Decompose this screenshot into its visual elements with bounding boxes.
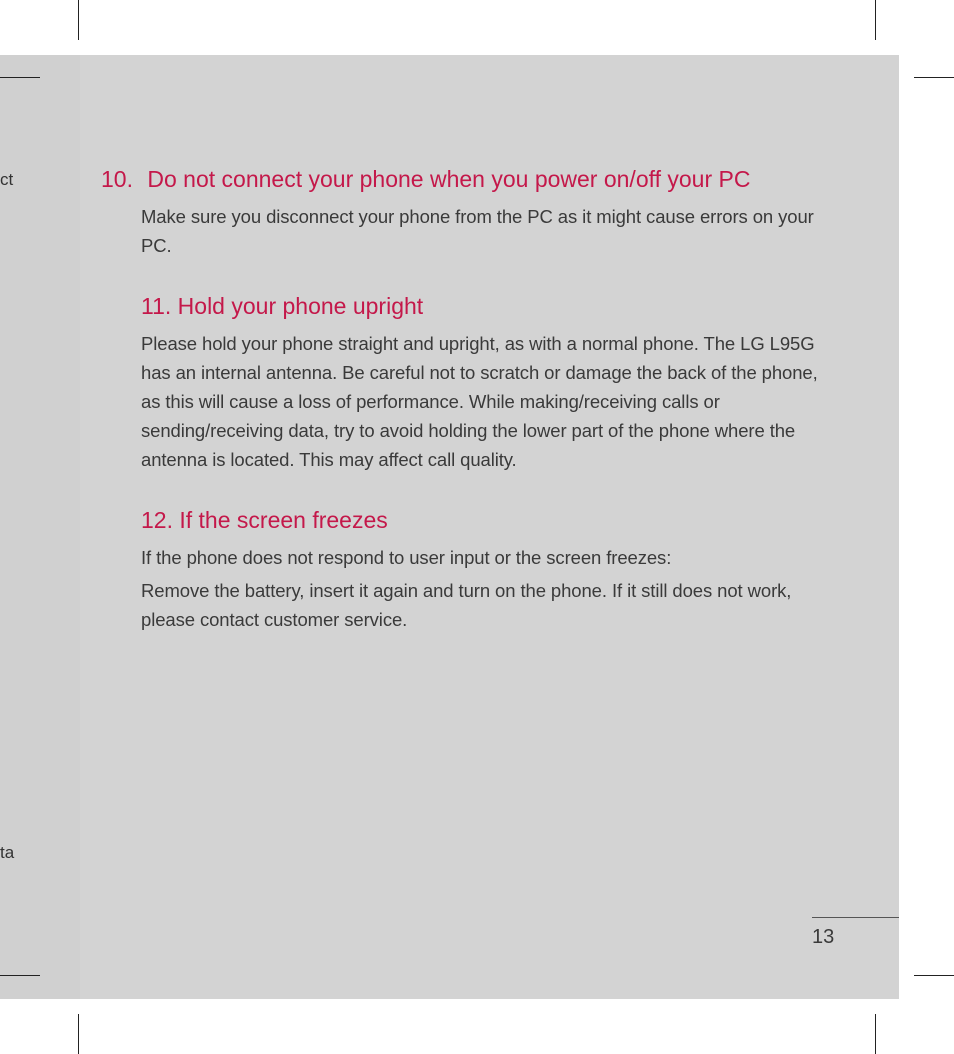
section-paragraph: Remove the battery, insert it again and turn on the phone. If it still does not work, please contact customer service. — [141, 580, 792, 630]
page-number: 13 — [812, 926, 835, 948]
crop-mark-right-top — [914, 77, 954, 78]
crop-mark-bottom-left — [78, 1014, 79, 1054]
crop-mark-top-right — [875, 0, 876, 40]
section-number: 11. — [141, 293, 172, 319]
section-heading-text: Hold your phone upright — [177, 293, 424, 319]
section-12 — [141, 504, 831, 634]
section-paragraph: Make sure you disconnect your phone from the PC as it might cause errors on your PC. — [141, 206, 814, 256]
previous-page-fragment-top: ct — [0, 170, 14, 189]
section-paragraph: Please hold your phone straight and upright, as with a normal phone. The LG L95G has an internal antenna. Be careful not to scratch or damage the back of the phone, as this will cause a loss of performance. While making/receiving calls or sending/receiving data, try to avoid holding the lower part of the phone where the antenna is located. This may affect call quality. — [141, 333, 818, 470]
section-heading — [141, 504, 831, 537]
section-number: 12. — [141, 507, 173, 533]
section-paragraph: If the phone does not respond to user input or the screen freezes: — [141, 547, 672, 568]
section-10 — [141, 163, 831, 260]
page-content — [141, 163, 831, 664]
previous-page-fragment-bottom: ta — [0, 843, 15, 862]
section-11 — [141, 290, 831, 474]
crop-mark-top-left — [78, 0, 79, 40]
page-number-rule — [812, 917, 899, 918]
section-heading — [141, 290, 831, 323]
section-heading — [141, 163, 831, 196]
crop-mark-left-bottom — [0, 975, 40, 976]
section-heading-text: Do not connect your phone when you power on/off your PC — [147, 166, 751, 192]
crop-mark-right-bottom — [914, 975, 954, 976]
crop-mark-bottom-right — [875, 1014, 876, 1054]
crop-mark-left-top — [0, 77, 40, 78]
section-heading-text: If the screen freezes — [179, 507, 388, 533]
